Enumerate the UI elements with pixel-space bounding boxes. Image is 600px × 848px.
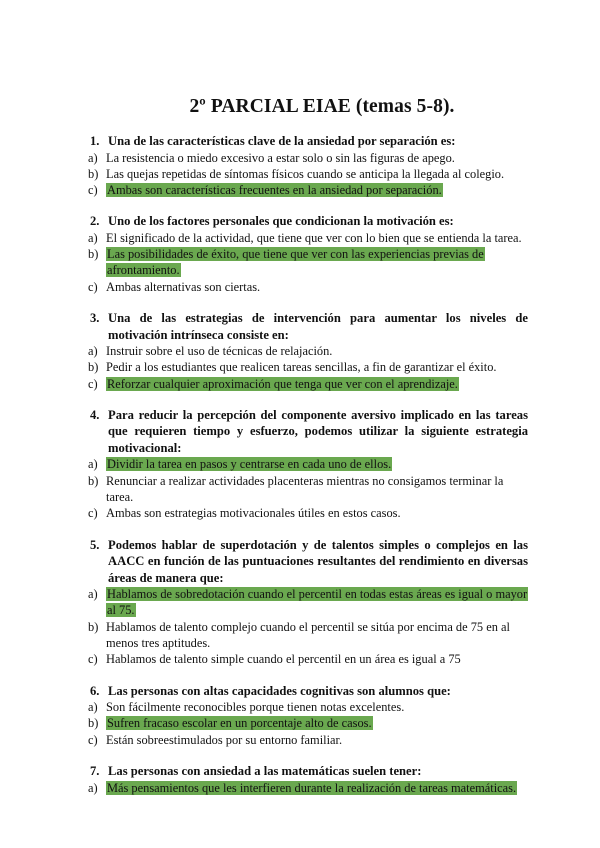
highlighted-answer-text: Dividir la tarea en pasos y centrarse en cada uno de ellos. — [107, 457, 392, 472]
answer-option — [88, 343, 528, 359]
option-letter: b) — [88, 619, 99, 634]
answer-option — [88, 715, 528, 731]
option-text: Son fácilmente reconocibles porque tienen notas excelentes. — [106, 700, 405, 715]
option-letter: b) — [88, 166, 99, 181]
question-number: 6. — [90, 683, 100, 698]
option-letter: a) — [88, 587, 98, 602]
option-text-container — [106, 279, 528, 295]
answer-option — [88, 732, 528, 748]
question-2 — [90, 213, 528, 295]
highlighted-answer-text: Sufren fracaso escolar en un porcentaje alto de casos. — [107, 716, 372, 731]
option-text-container — [106, 182, 528, 198]
answer-option — [88, 182, 528, 198]
option-letter: b) — [88, 473, 99, 488]
option-text: Pedir a los estudiantes que realicen tareas sencillas, a fin de garantizar el éxito. — [106, 360, 497, 375]
option-text-container — [106, 376, 528, 392]
option-text: Ambas son estrategias motivacionales útiles en estos casos. — [106, 506, 401, 521]
question-5 — [90, 537, 528, 668]
answer-option — [88, 505, 528, 521]
option-text-container — [106, 715, 528, 731]
answer-option — [88, 230, 528, 246]
option-text: Hablamos de talento complejo cuando el percentil se sitúa por encima de 75 en al menos tres aptitudes. — [106, 619, 510, 651]
option-letter: b) — [88, 247, 99, 262]
option-letter: c) — [88, 506, 98, 521]
answer-option — [88, 376, 528, 392]
option-text-container — [106, 651, 528, 667]
question-heading — [90, 213, 528, 230]
highlighted-answer-text: Más pensamientos que les interfieren durante la realización de tareas matemáticas. — [107, 780, 517, 795]
option-text-container — [106, 699, 528, 715]
question-number: 1. — [90, 134, 100, 148]
question-4 — [90, 407, 528, 522]
option-letter: a) — [88, 457, 98, 472]
option-letter: a) — [88, 700, 98, 715]
highlighted-answer-text: Las posibilidades de éxito, que tiene que ver con las experiencias previas de afrontamiento. — [107, 247, 484, 278]
question-6 — [90, 683, 528, 748]
question-heading — [90, 683, 528, 700]
answer-option — [88, 150, 528, 166]
question-text: Una de las estrategias de intervención para aumentar los niveles de motivación intrínseca consiste en: — [108, 311, 528, 342]
option-text-container — [106, 732, 528, 748]
answer-option — [88, 246, 528, 279]
answer-option — [88, 619, 528, 652]
question-text: Para reducir la percepción del componente aversivo implicado en las tareas que requieren tiempo y esfuerzo, podemos utilizar la siguiente estrategia motivacional: — [108, 407, 528, 455]
question-text: Una de las características clave de la ansiedad por separación es: — [108, 134, 456, 148]
answer-option — [88, 359, 528, 375]
question-text: Uno de los factores personales que condicionan la motivación es: — [108, 214, 454, 229]
answer-option — [88, 166, 528, 182]
option-text-container — [106, 166, 528, 182]
option-text-container — [106, 619, 528, 652]
option-letter: a) — [88, 150, 98, 165]
option-text: El significado de la actividad, que tiene que ver con lo bien que se entienda la tarea. — [106, 230, 522, 245]
option-letter: c) — [88, 279, 98, 294]
question-heading — [90, 310, 528, 343]
question-heading — [90, 407, 528, 457]
question-heading — [90, 537, 528, 587]
option-text-container — [106, 246, 528, 279]
answer-option — [88, 586, 528, 619]
question-number: 7. — [90, 764, 100, 779]
question-text: Podemos hablar de superdotación y de talentos simples o complejos en las AACC en función de las puntuaciones resultantes del rendimiento en diversas áreas de manera que: — [108, 537, 528, 585]
answer-option — [88, 279, 528, 295]
option-text-container — [106, 456, 528, 472]
option-text-container — [106, 586, 528, 619]
option-text: Están sobreestimulados por su entorno familiar. — [106, 732, 343, 747]
answer-option — [88, 651, 528, 667]
question-3 — [90, 310, 528, 392]
option-text-container — [106, 150, 528, 166]
question-heading — [90, 133, 528, 150]
option-letter: c) — [88, 652, 98, 667]
answer-option — [88, 473, 528, 506]
question-text: Las personas con ansiedad a las matemáticas suelen tener: — [108, 764, 422, 779]
question-number: 2. — [90, 214, 100, 229]
option-letter: a) — [88, 230, 98, 245]
option-text-container — [106, 230, 528, 246]
option-text-container — [106, 780, 528, 796]
option-letter: a) — [88, 344, 98, 359]
option-text: Renunciar a realizar actividades placenteras mientras no consigamos terminar la tarea. — [106, 473, 504, 505]
question-text: Las personas con altas capacidades cognitivas son alumnos que: — [108, 683, 451, 698]
option-letter: b) — [88, 716, 99, 731]
answer-option — [88, 456, 528, 472]
answer-option — [88, 780, 528, 796]
option-text: Hablamos de talento simple cuando el percentil en un área es igual a 75 — [106, 652, 461, 667]
option-letter: a) — [88, 780, 98, 795]
option-letter: c) — [88, 376, 98, 391]
option-text-container — [106, 359, 528, 375]
question-list — [90, 133, 528, 796]
option-letter: b) — [88, 360, 99, 375]
highlighted-answer-text: Ambas son características frecuentes en la ansiedad por separación. — [107, 183, 442, 198]
option-text: La resistencia o miedo excesivo a estar solo o sin las figuras de apego. — [106, 150, 455, 165]
question-1 — [90, 133, 528, 198]
question-number: 4. — [90, 407, 100, 422]
option-text-container — [106, 343, 528, 359]
option-text: Ambas alternativas son ciertas. — [106, 279, 261, 294]
option-letter: c) — [88, 183, 98, 198]
highlighted-answer-text: Reforzar cualquier aproximación que tenga que ver con el aprendizaje. — [107, 376, 458, 391]
question-7 — [90, 763, 528, 796]
option-text-container — [106, 505, 528, 521]
option-text: Las quejas repetidas de síntomas físicos cuando se anticipa la llegada al colegio. — [106, 166, 505, 181]
question-number: 5. — [90, 537, 100, 552]
highlighted-answer-text: Hablamos de sobredotación cuando el percentil en todas estas áreas es igual o mayor al 75. — [107, 587, 528, 618]
option-text-container — [106, 473, 528, 506]
answer-option — [88, 699, 528, 715]
option-text: Instruir sobre el uso de técnicas de relajación. — [106, 344, 333, 359]
question-heading — [90, 763, 528, 780]
option-letter: c) — [88, 732, 98, 747]
document-title: 2º PARCIAL EIAE (temas 5-8). — [189, 96, 455, 117]
question-number: 3. — [90, 311, 100, 326]
